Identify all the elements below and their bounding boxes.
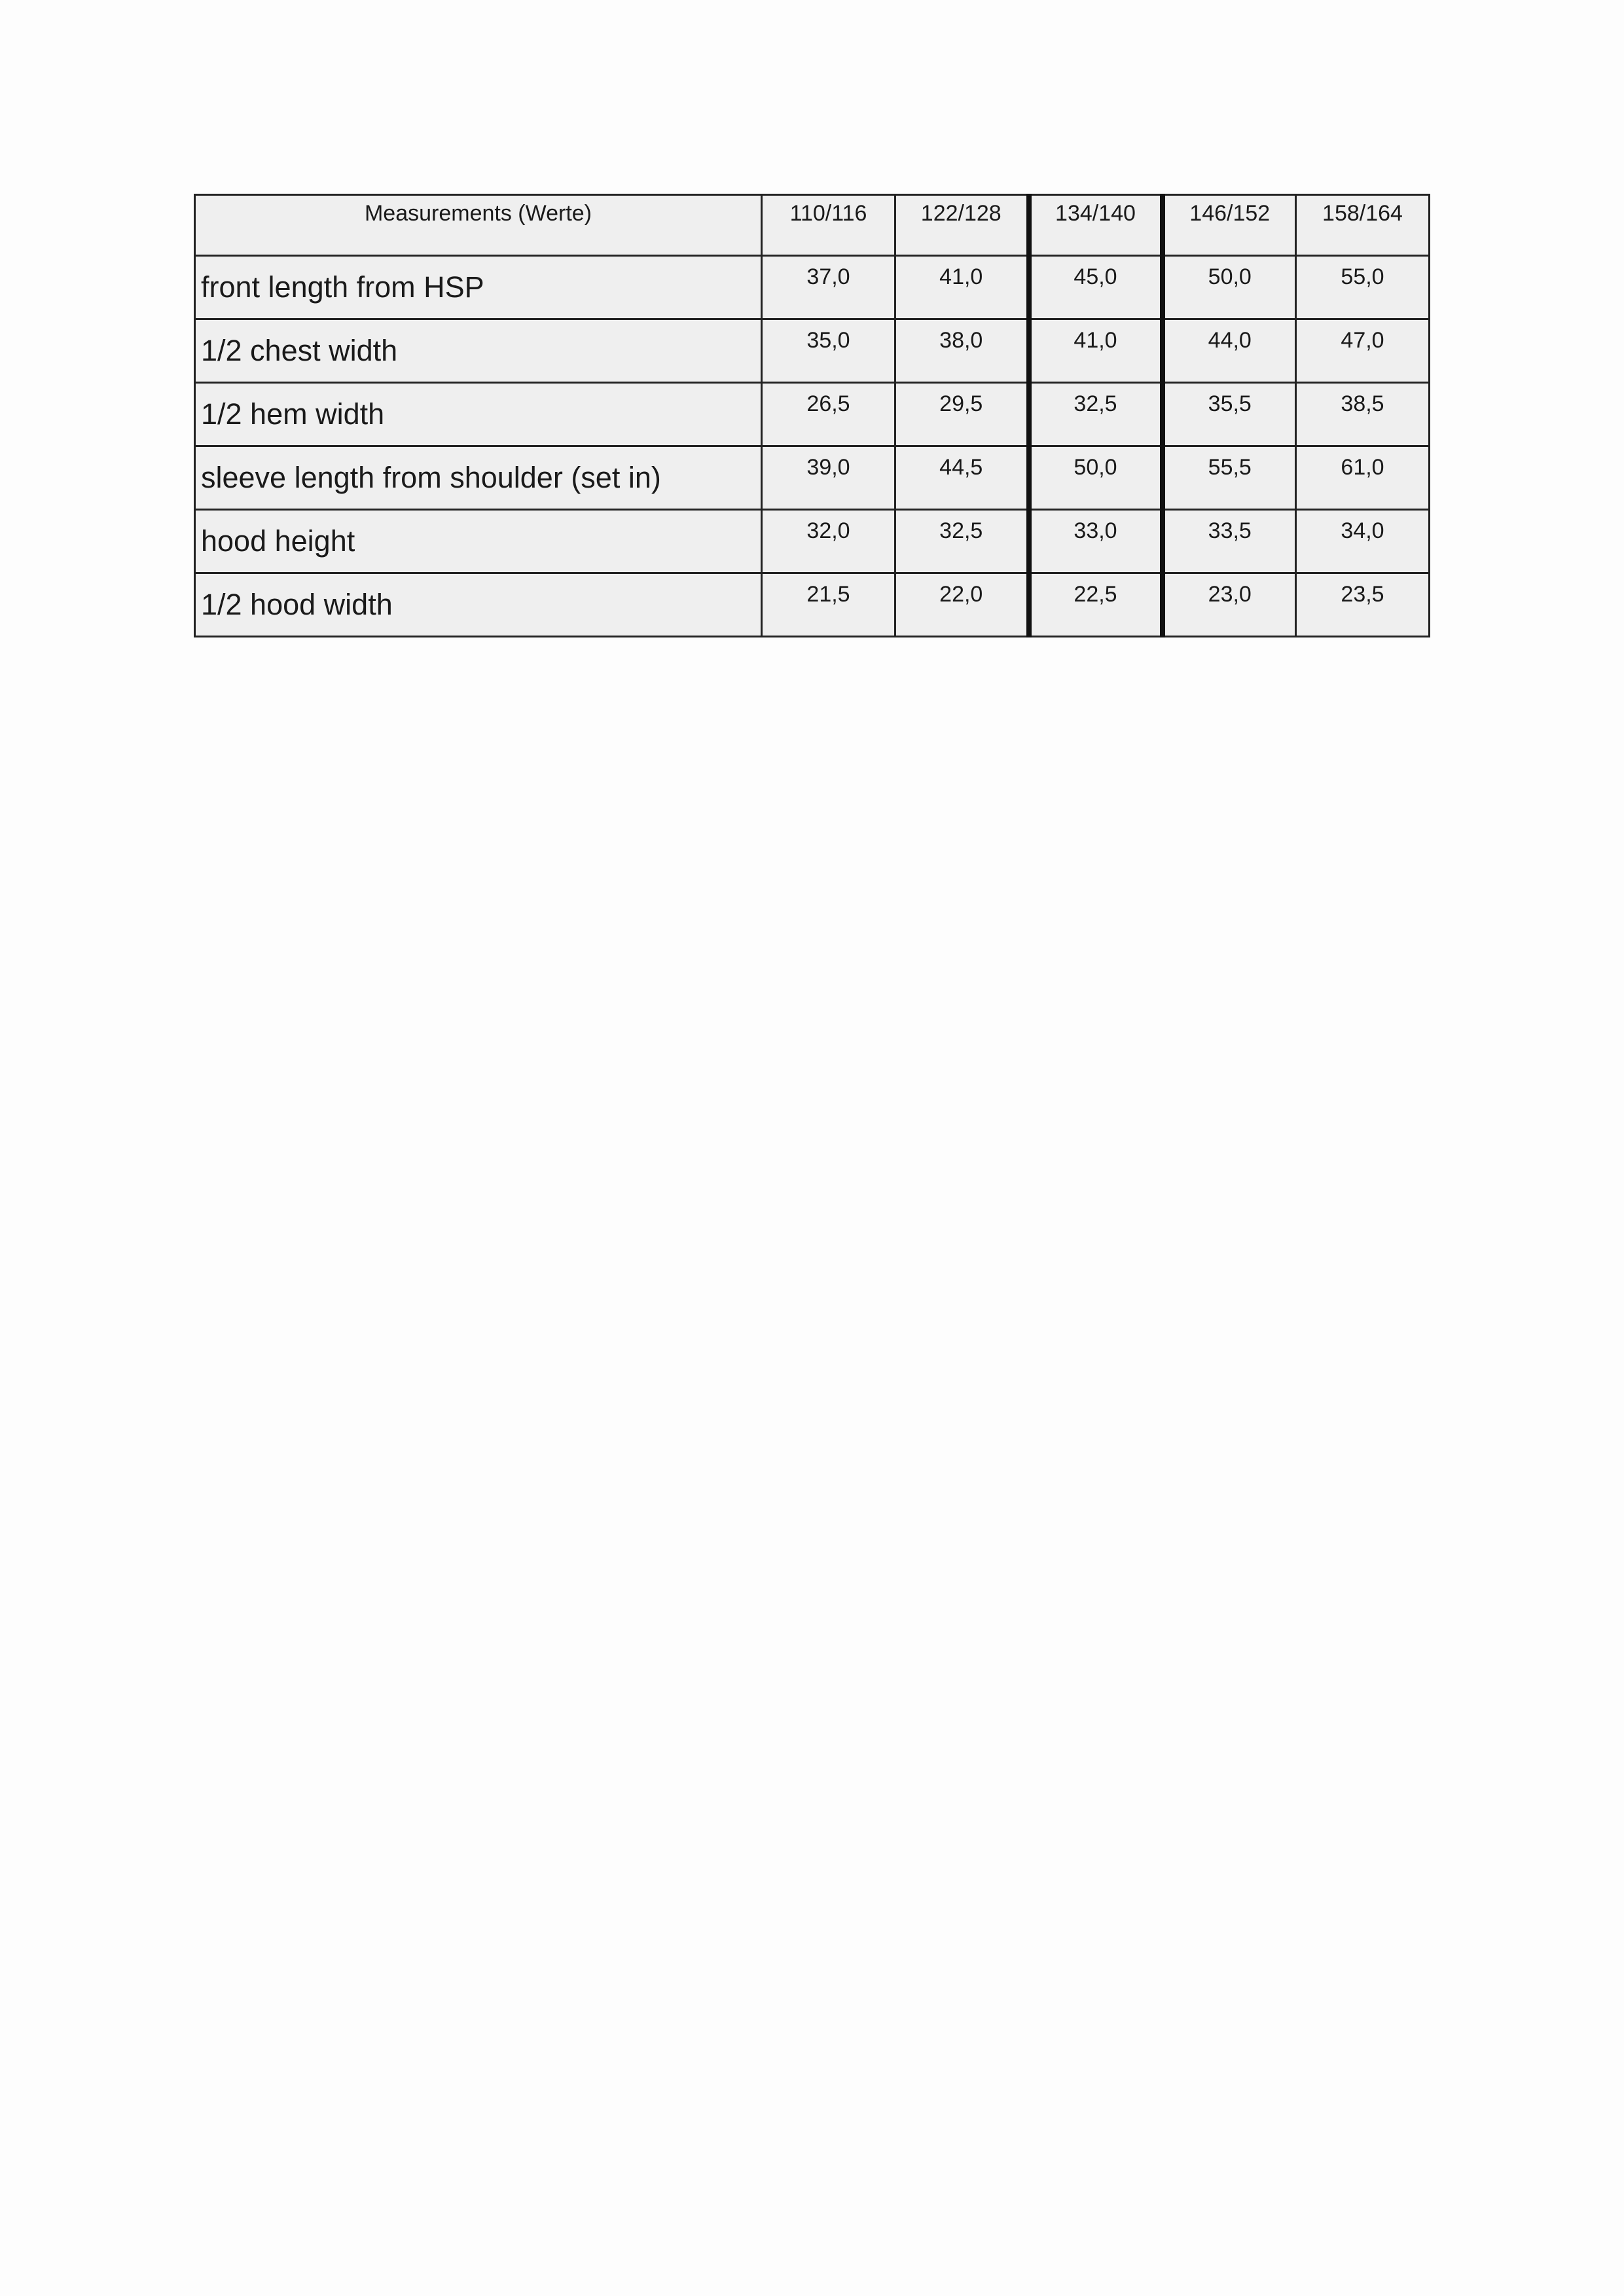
- measurement-value: 50,0: [1029, 446, 1163, 510]
- measurement-value: 32,5: [1029, 383, 1163, 446]
- measurement-value: 47,0: [1296, 319, 1430, 383]
- size-header: 134/140: [1029, 195, 1163, 256]
- measurement-value: 41,0: [1029, 319, 1163, 383]
- measurement-table: [194, 194, 1430, 637]
- measurement-label: hood height: [195, 510, 762, 573]
- measurement-value: 37,0: [762, 256, 895, 319]
- measurement-value: 33,5: [1163, 510, 1296, 573]
- measurement-value: 50,0: [1163, 256, 1296, 319]
- measurement-value: 44,5: [895, 446, 1029, 510]
- measurement-label: front length from HSP: [195, 256, 762, 319]
- measurement-value: 34,0: [1296, 510, 1430, 573]
- measurement-value: 39,0: [762, 446, 895, 510]
- table-row: [195, 256, 1430, 319]
- measurement-value: 22,0: [895, 573, 1029, 637]
- measurement-label: sleeve length from shoulder (set in): [195, 446, 762, 510]
- measurement-value: 35,5: [1163, 383, 1296, 446]
- table-row: [195, 319, 1430, 383]
- measurement-value: 21,5: [762, 573, 895, 637]
- table-row: [195, 446, 1430, 510]
- measurement-value: 38,0: [895, 319, 1029, 383]
- table-row: [195, 383, 1430, 446]
- measurement-value: 41,0: [895, 256, 1029, 319]
- size-header: 158/164: [1296, 195, 1430, 256]
- table-header-row: [195, 195, 1430, 256]
- measurement-value: 35,0: [762, 319, 895, 383]
- measurement-value: 29,5: [895, 383, 1029, 446]
- measurement-value: 44,0: [1163, 319, 1296, 383]
- measurement-value: 22,5: [1029, 573, 1163, 637]
- table-row: [195, 573, 1430, 637]
- size-header: 110/116: [762, 195, 895, 256]
- measurement-value: 61,0: [1296, 446, 1430, 510]
- measurement-value: 45,0: [1029, 256, 1163, 319]
- measurement-value: 33,0: [1029, 510, 1163, 573]
- measurement-value: 55,5: [1163, 446, 1296, 510]
- table-row: [195, 510, 1430, 573]
- measurement-label: 1/2 chest width: [195, 319, 762, 383]
- measurement-value: 32,0: [762, 510, 895, 573]
- measurement-value: 23,5: [1296, 573, 1430, 637]
- measurement-label: 1/2 hem width: [195, 383, 762, 446]
- measurement-value: 32,5: [895, 510, 1029, 573]
- measurement-value: 55,0: [1296, 256, 1430, 319]
- measurements-header: Measurements (Werte): [195, 195, 762, 256]
- measurement-value: 26,5: [762, 383, 895, 446]
- size-header: 146/152: [1163, 195, 1296, 256]
- size-header: 122/128: [895, 195, 1029, 256]
- measurement-label: 1/2 hood width: [195, 573, 762, 637]
- measurement-value: 23,0: [1163, 573, 1296, 637]
- measurement-value: 38,5: [1296, 383, 1430, 446]
